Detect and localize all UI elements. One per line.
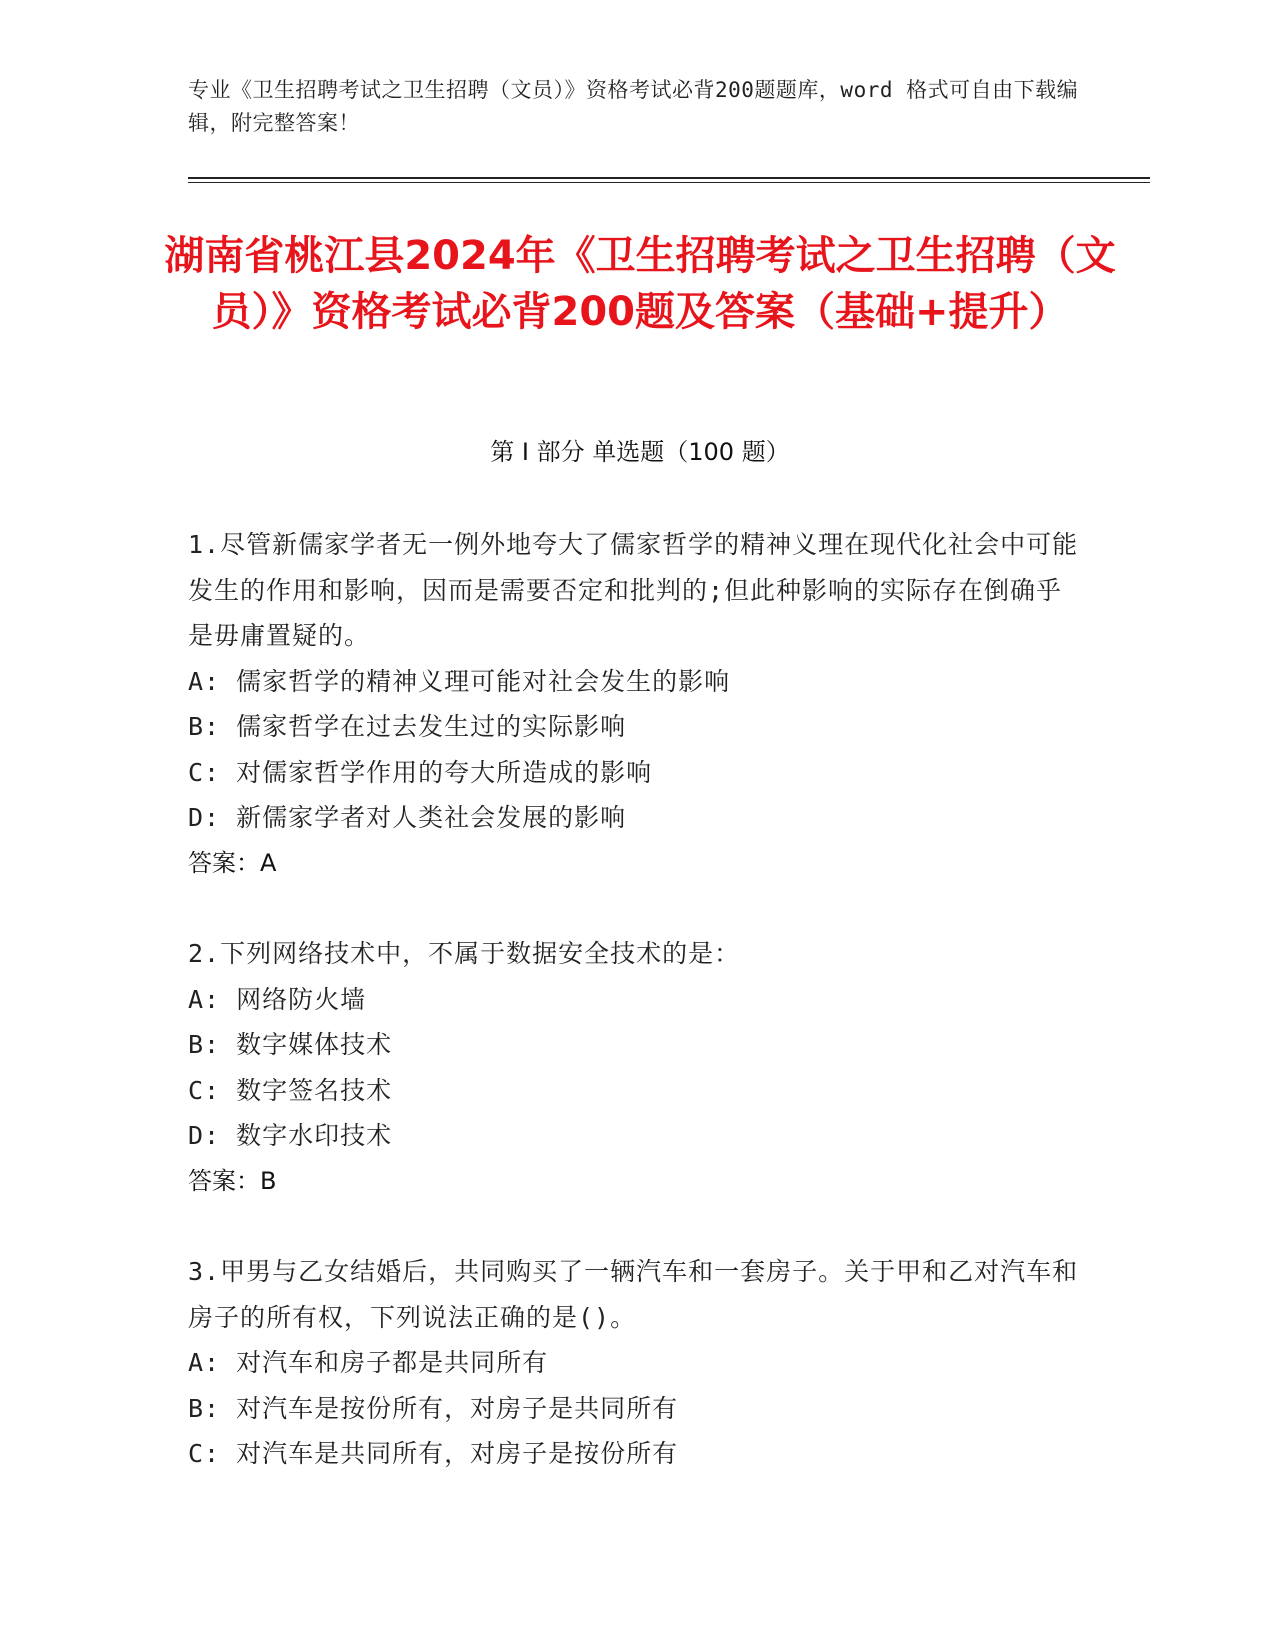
answer: 答案：B xyxy=(188,1166,277,1195)
question-stem: 2.下列网络技术中，不属于数据安全技术的是： xyxy=(188,939,741,968)
question-stem: 1.尽管新儒家学者无一例外地夸大了儒家哲学的精神义理在现代化社会中可能发生的作用和影响，因而是需要否定和批判的;但此种影响的实际存在倒确乎是毋庸置疑的。 xyxy=(188,530,1079,650)
option-c: C: 对汽车是共同所有，对房子是按份所有 xyxy=(188,1439,679,1468)
option-b: B: 儒家哲学在过去发生过的实际影响 xyxy=(188,712,627,741)
option-a: A: 儒家哲学的精神义理可能对社会发生的影响 xyxy=(188,666,731,696)
question-stem: 3.甲男与乙女结婚后，共同购买了一辆汽车和一套房子。关于甲和乙对汽车和房子的所有权，下列说法正确的是()。 xyxy=(188,1257,1079,1332)
answer: 答案：A xyxy=(188,848,277,877)
header-divider xyxy=(188,177,1150,179)
header-divider-thin xyxy=(188,182,1150,183)
option-c: C: 对儒家哲学作用的夸大所造成的影响 xyxy=(188,757,653,787)
question-3 xyxy=(188,1249,1088,1477)
option-d: D: 数字水印技术 xyxy=(188,1121,393,1150)
question-2 xyxy=(188,931,1088,1204)
question-1 xyxy=(188,522,1088,886)
option-b: B: 对汽车是按份所有，对房子是共同所有 xyxy=(188,1393,679,1423)
section-title: 第 I 部分 单选题（100 题） xyxy=(490,438,790,466)
header-note: 专业《卫生招聘考试之卫生招聘（文员）》资格考试必背200题题库，word 格式可自由下载编辑，附完整答案！ xyxy=(188,78,1079,135)
option-b: B: 数字媒体技术 xyxy=(188,1030,393,1059)
document-title: 湖南省桃江县2024年《卫生招聘考试之卫生招聘（文员）》资格考试必背200题及答案（基础+提升） xyxy=(164,233,1116,335)
option-d: D: 新儒家学者对人类社会发展的影响 xyxy=(188,803,627,832)
option-a: A: 对汽车和房子都是共同所有 xyxy=(188,1348,549,1377)
option-c: C: 数字签名技术 xyxy=(188,1075,393,1105)
option-a: A: 网络防火墙 xyxy=(188,984,367,1014)
